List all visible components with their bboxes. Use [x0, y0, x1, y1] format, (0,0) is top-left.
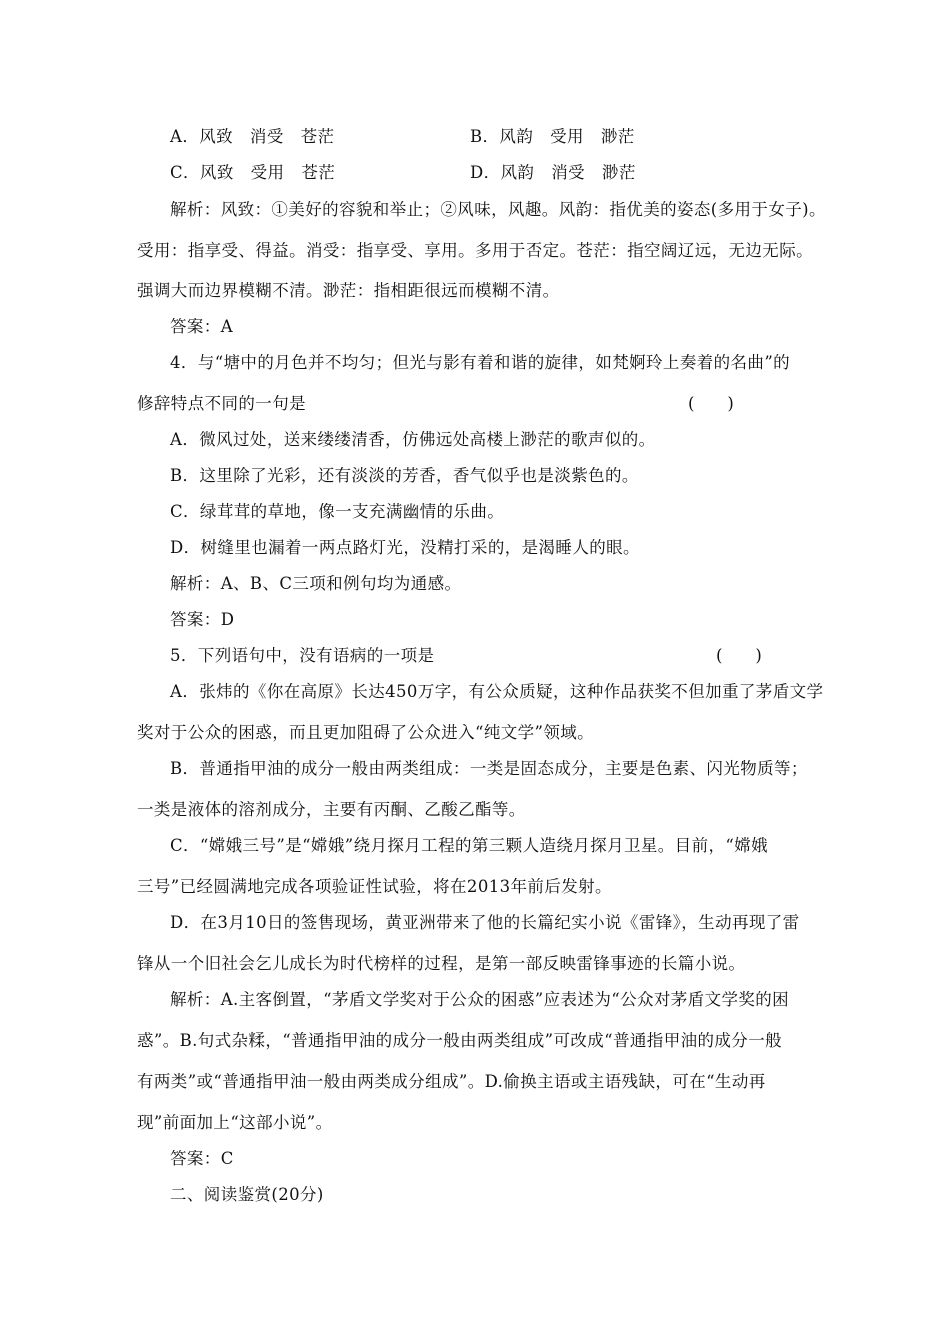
q4-stem-line: 4．与“塘中的月色并不均匀；但光与影有着和谐的旋律，如梵婀玲上奏着的名曲”的: [170, 353, 791, 372]
q4-answer: 答案：D: [170, 610, 235, 629]
q4-answer-blank: ( ): [688, 394, 734, 413]
section-heading: 二、阅读鉴赏(20分): [170, 1185, 324, 1204]
q4-option-a: A．微风过处，送来缕缕清香，仿佛远处高楼上渺茫的歌声似的。: [170, 430, 656, 449]
q3-analysis-line: 受用：指享受、得益。消受：指享受、享用。多用于否定。苍茫：指空阔辽远，无边无际。: [137, 241, 813, 260]
q5-analysis-line: 惑”。B.句式杂糅，“普通指甲油的成分一般由两类组成”可改成“普通指甲油的成分一般: [137, 1031, 783, 1050]
q5-analysis-line: 解析：A.主客倒置，“茅盾文学奖对于公众的困惑”应表述为“公众对茅盾文学奖的困: [170, 990, 790, 1009]
q3-option-c: C．风致 受用 苍茫: [170, 163, 336, 182]
q5-option-c-line: 三号”已经圆满地完成各项验证性试验，将在2013年前后发射。: [137, 877, 612, 896]
q4-stem-line: 修辞特点不同的一句是: [137, 394, 306, 413]
q4-analysis: 解析：A、B、C三项和例句均为通感。: [170, 574, 462, 593]
q3-analysis-line: 强调大而边界模糊不清。渺茫：指相距很远而模糊不清。: [137, 281, 560, 300]
q3-analysis-line: 解析：风致：①美好的容貌和举止；②风味，风趣。风韵：指优美的姿态(多用于女子)。: [170, 200, 826, 219]
q3-option-a: A．风致 消受 苍茫: [170, 127, 335, 146]
q5-option-b-line: 一类是液体的溶剂成分，主要有丙酮、乙酸乙酯等。: [137, 800, 526, 819]
q5-option-d-line: D．在3月10日的签售现场，黄亚洲带来了他的长篇纪实小说《雷锋》，生动再现了雷: [170, 913, 800, 932]
q5-option-a-line: 奖对于公众的困惑，而且更加阻碍了公众进入“纯文学”领域。: [137, 723, 595, 742]
q4-option-c: C．绿茸茸的草地，像一支充满幽情的乐曲。: [170, 502, 505, 521]
q3-answer: 答案：A: [170, 317, 234, 336]
q3-option-d: D．风韵 消受 渺茫: [470, 163, 636, 182]
q3-option-b: B．风韵 受用 渺茫: [470, 127, 635, 146]
q4-option-d: D．树缝里也漏着一两点路灯光，没精打采的，是渴睡人的眼。: [170, 538, 640, 557]
q5-option-b-line: B．普通指甲油的成分一般由两类组成：一类是固态成分，主要是色素、闪光物质等；: [170, 759, 808, 778]
q4-option-b: B．这里除了光彩，还有淡淡的芳香，香气似乎也是淡紫色的。: [170, 466, 639, 485]
q5-option-c-line: C．“嫦娥三号”是“嫦娥”绕月探月工程的第三颗人造绕月探月卫星。目前，“嫦娥: [170, 836, 769, 855]
q5-answer: 答案：C: [170, 1149, 234, 1168]
q5-answer-blank: ( ): [716, 646, 762, 665]
q5-option-a-line: A．张炜的《你在高原》长达450万字，有公众质疑，这种作品获奖不但加重了茅盾文学: [170, 682, 824, 701]
q5-analysis-line: 现”前面加上“这部小说”。: [137, 1113, 333, 1132]
q5-analysis-line: 有两类”或“普通指甲油一般由两类成分组成”。D.偷换主语或主语残缺，可在“生动再: [137, 1072, 766, 1091]
q5-option-d-line: 锋从一个旧社会乞儿成长为时代榜样的过程，是第一部反映雷锋事迹的长篇小说。: [137, 954, 746, 973]
q5-stem: 5．下列语句中，没有语病的一项是: [170, 646, 435, 665]
